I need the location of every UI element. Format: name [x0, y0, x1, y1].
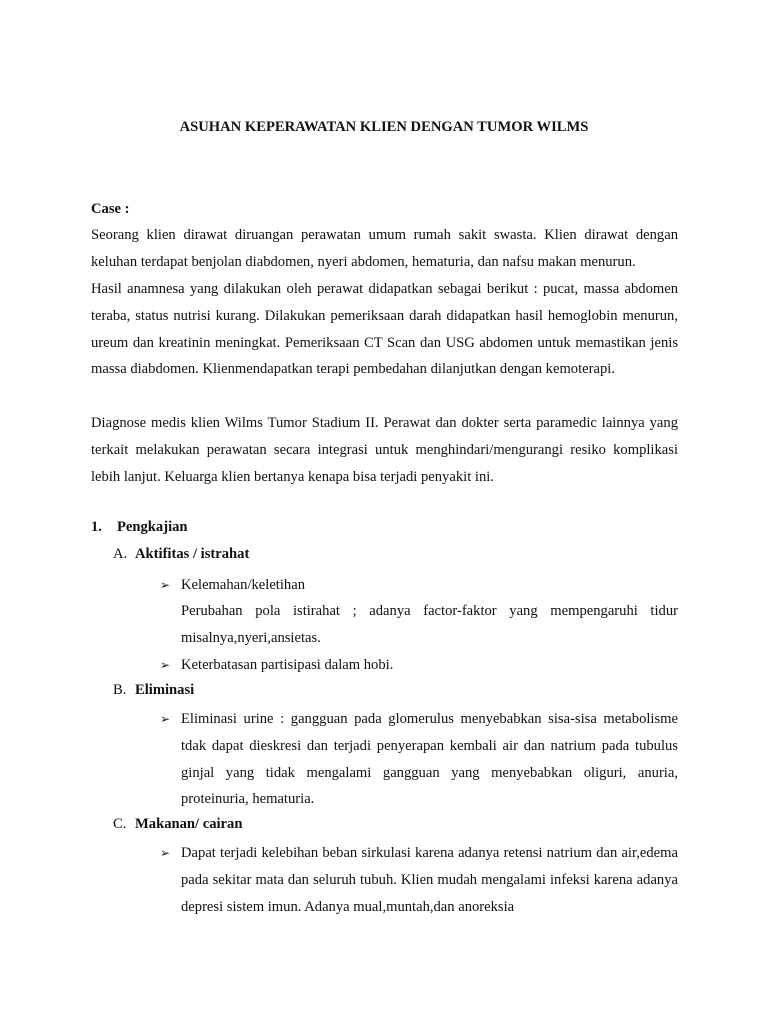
subsection-heading-aktifitas	[113, 546, 249, 563]
list-item	[160, 572, 678, 599]
document-title: ASUHAN KEPERAWATAN KLIEN DENGAN TUMOR WILMS	[179, 119, 589, 135]
list-item-text: Kelemahan/keletihan	[181, 577, 305, 593]
section-title: Pengkajian	[117, 519, 188, 535]
subsection-letter: A.	[113, 546, 128, 562]
case-paragraph-3: Diagnose medis klien Wilms Tumor Stadium II. Perawat dan dokter serta paramedic lainnya yang terkait melakukan perawatan secara integrasi untuk menghindari/mengurangi resiko komplikasi lebih lanjut. Keluarga klien bertanya kenapa bisa terjadi penyakit ini.	[91, 415, 678, 485]
list-item-continuation: Perubahan pola istirahat ; adanya factor-faktor yang mempengaruhi tidur misalnya,nyeri,ansietas.	[181, 603, 678, 646]
case-paragraph-2: Hasil anamnesa yang dilakukan oleh perawat didapatkan sebagai berikut : pucat, massa abdomen teraba, status nutrisi kurang. Dilakukan pemeriksaan darah didapatkan hasil hemoglobin menurun, ureum dan kreatinin meningkat. Pemeriksaan CT Scan dan USG abdomen untuk memastikan jenis massa diabdomen. Klienmendapatkan terapi pembedahan dilanjutkan dengan kemoterapi.	[91, 281, 678, 378]
case-paragraph-1: Seorang klien dirawat diruangan perawatan umum rumah sakit swasta. Klien dirawat dengan keluhan terdapat benjolan diabdomen, nyeri abdomen, hematuria, dan nafsu makan menurun.	[91, 227, 678, 270]
subsection-heading-makanan	[113, 816, 242, 833]
subsection-heading-eliminasi	[113, 682, 194, 699]
arrow-bullet-icon: ➢	[160, 846, 171, 860]
arrow-bullet-icon: ➢	[160, 658, 171, 672]
list-item	[160, 652, 678, 679]
section-number: 1.	[91, 519, 102, 535]
subsection-letter: C.	[113, 816, 127, 832]
subsection-letter: B.	[113, 682, 127, 698]
list-item-text: Eliminasi urine : gangguan pada glomerulus menyebabkan sisa-sisa metabolisme tdak dapat dieskresi dan terjadi penyerapan kembali air dan natrium pada tubulus ginjal yang tidak mengalami gangguan yang menyebabkan oliguri, anuria, proteinuria, hematuria.	[181, 711, 678, 808]
subsection-title: Makanan/ cairan	[135, 816, 243, 832]
arrow-bullet-icon: ➢	[160, 712, 171, 726]
case-label: Case :	[91, 201, 130, 217]
list-item	[160, 706, 678, 813]
arrow-bullet-icon: ➢	[160, 578, 171, 592]
list-item	[160, 840, 678, 920]
subsection-title: Aktifitas / istrahat	[135, 546, 250, 562]
list-item-text: Keterbatasan partisipasi dalam hobi.	[181, 657, 394, 673]
section-heading-pengkajian	[91, 519, 188, 536]
subsection-title: Eliminasi	[135, 682, 195, 698]
list-item-text: Dapat terjadi kelebihan beban sirkulasi karena adanya retensi natrium dan air,edema pada sekitar mata dan seluruh tubuh. Klien mudah mengalami infeksi karena adanya depresi sistem imun. Adanya mual,muntah,dan anoreksia	[181, 845, 678, 915]
